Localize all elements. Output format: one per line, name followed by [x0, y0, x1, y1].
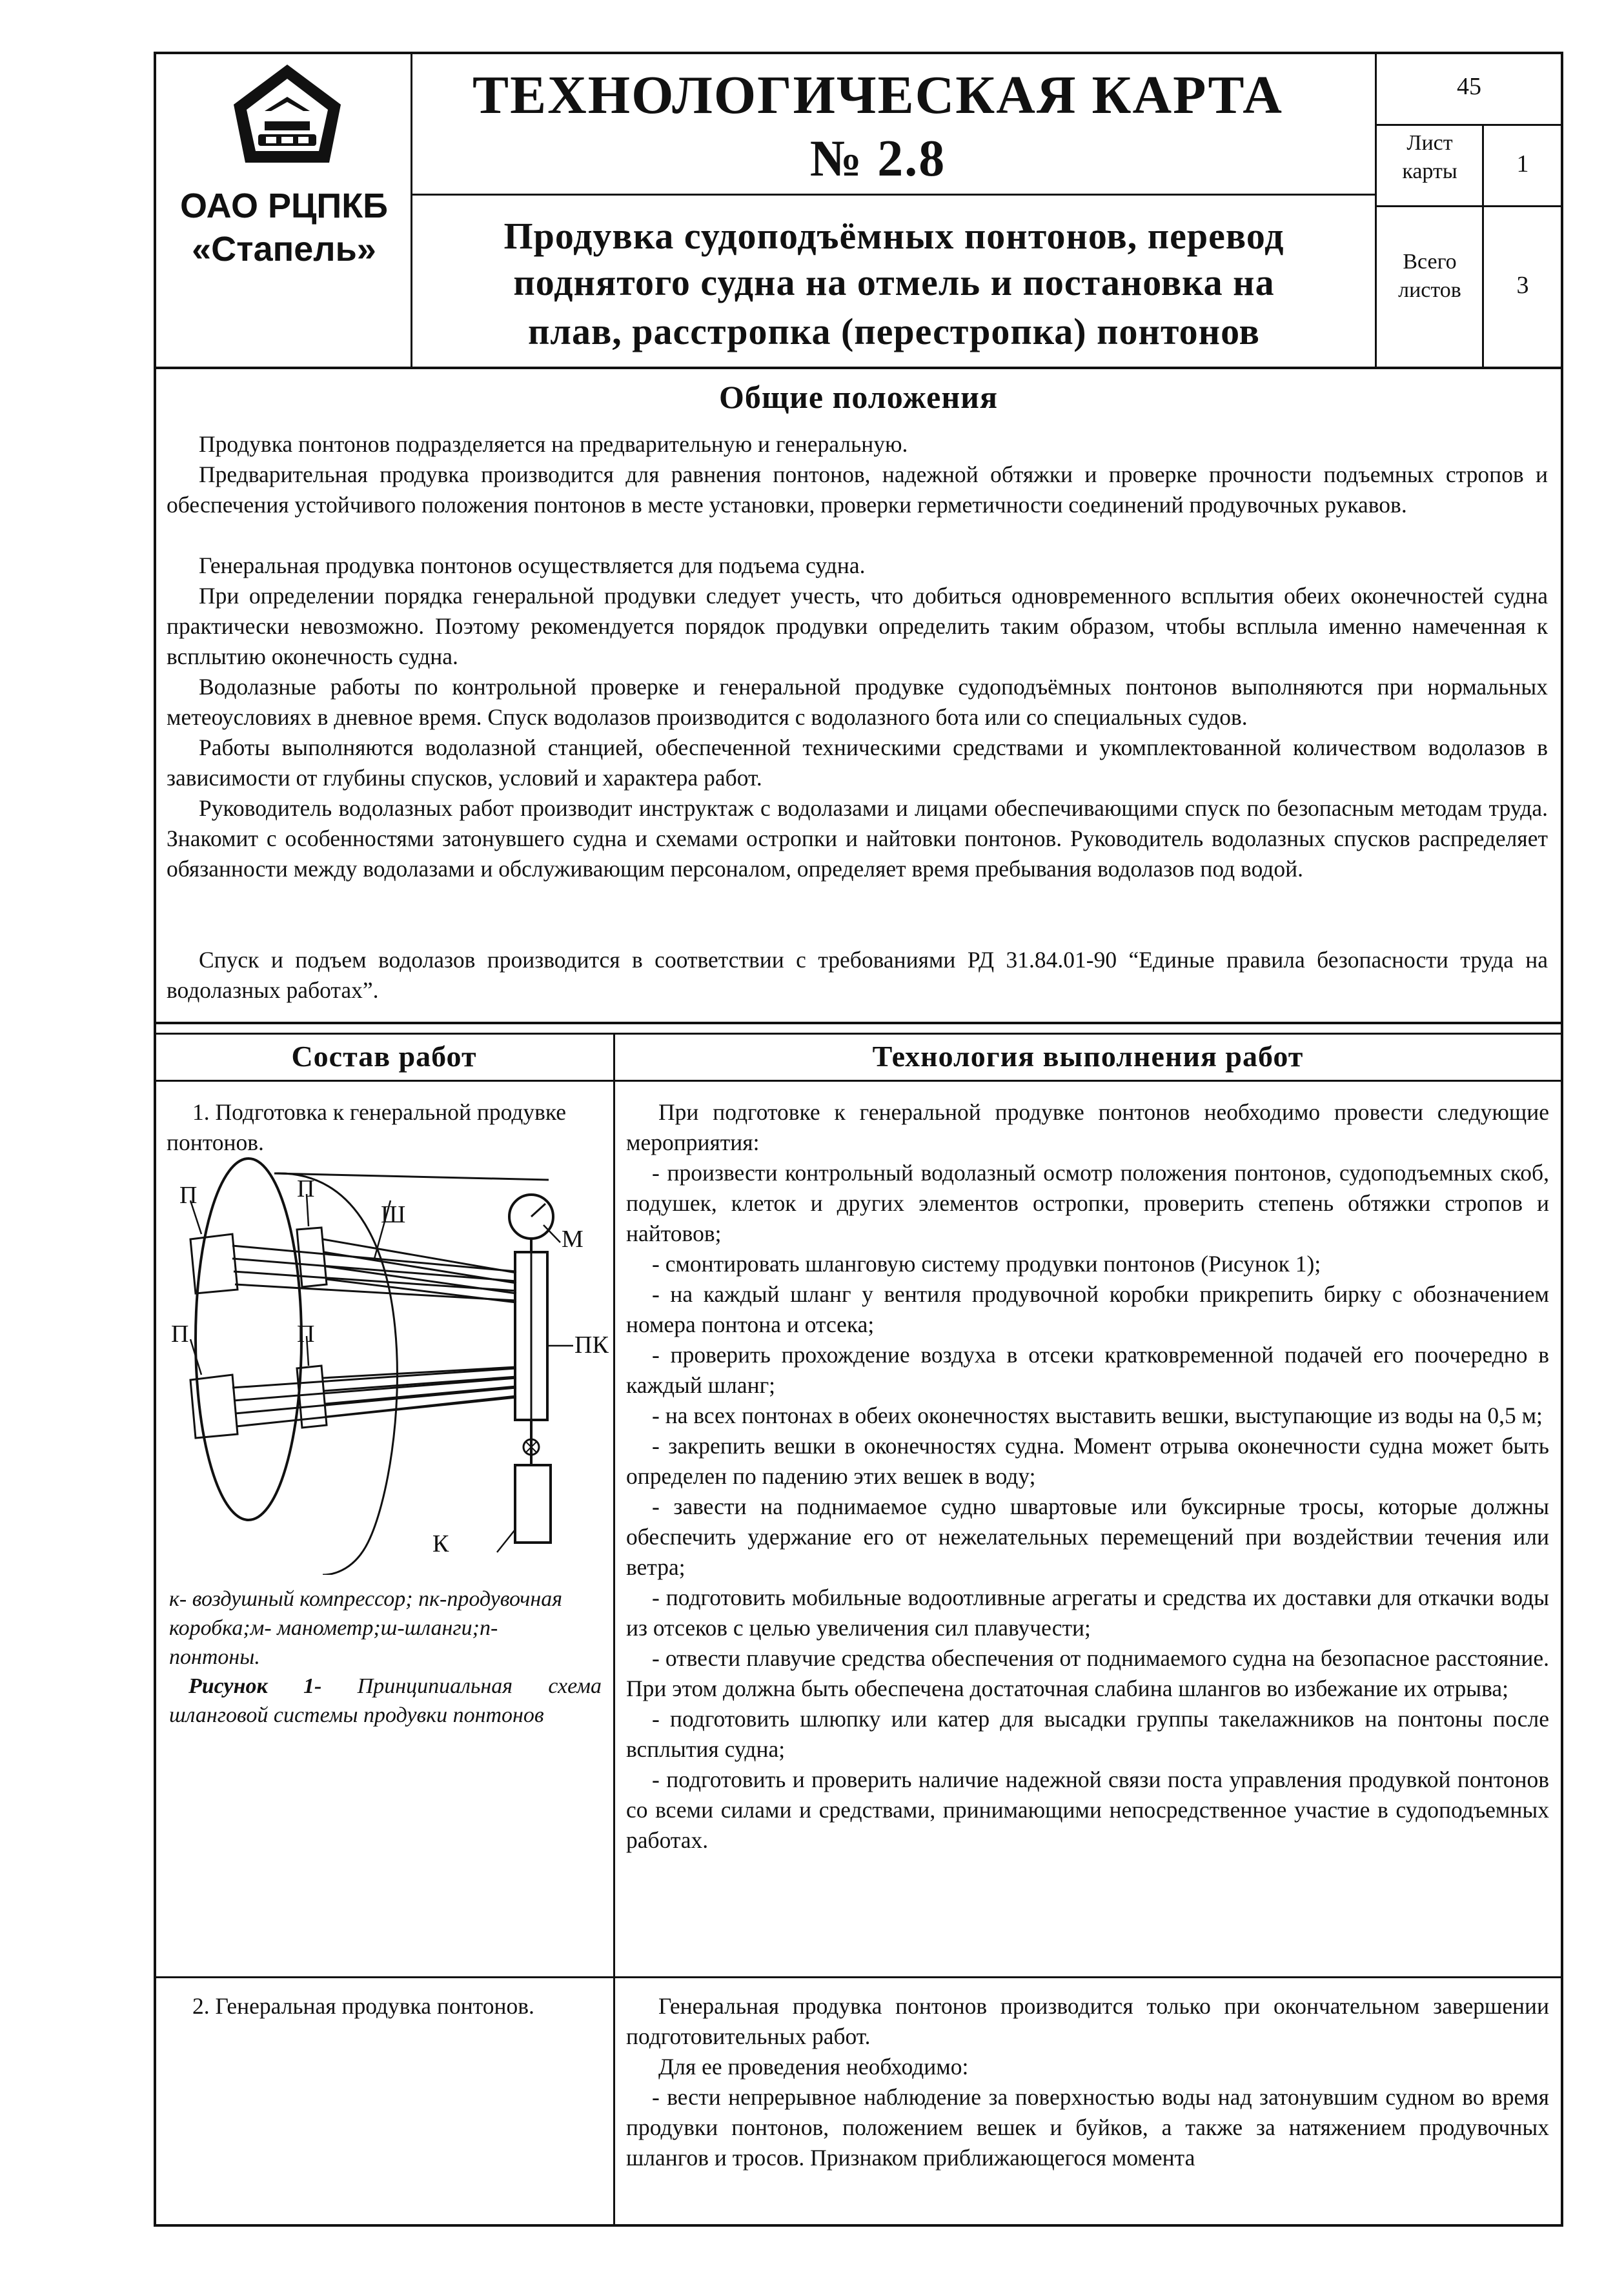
- step-1-item: - отвести плавучие средства обеспечения от поднимаемого судна на безопасное расстояние. При этом должна быть обеспечена достаточная слабина шлангов во избежание их отрыва;: [626, 1645, 1549, 1701]
- org-name: ОАО РЦПКБ: [180, 187, 388, 225]
- general-para-5: Водолазные работы по контрольной проверке и генеральной продувке судоподъёмных понтонов выполняются при нормальных метеоусловиях в дневное время. Спуск водолазов производится с водолазного бота или со специальных судов.: [167, 674, 1548, 730]
- step-2-para-1: Генеральная продувка понтонов производится только при окончательном завершении подготовительных работ.: [626, 1993, 1549, 2049]
- frame-top: [154, 52, 1563, 54]
- diagram-label-p2: П: [297, 1175, 315, 1202]
- figure-caption: [169, 1672, 602, 1730]
- figure-caption-text: Принципиальная схема шланговой системы продувки понтонов: [169, 1674, 602, 1727]
- step-1-item: - подготовить и проверить наличие надежной связи поста управления продувкой понтонов со всеми силами и средствами, принимающими непосредственное участие в судоподъемных работах.: [626, 1767, 1549, 1853]
- sheet-label-line-1: Лист: [1406, 131, 1453, 155]
- diagram-label-sh: Ш: [381, 1201, 406, 1228]
- table-top-rule: [154, 1033, 1563, 1035]
- subtitle-line-1: Продувка судоподъёмных понтонов, перевод: [503, 215, 1284, 257]
- col-header-works: Состав работ: [291, 1040, 477, 1073]
- org-brand: «Стапель»: [192, 230, 376, 268]
- diagram-label-pk: ПК: [574, 1332, 609, 1359]
- general-para-4: При определении порядка генеральной продувки следует учесть, что добиться одновременного всплытия обеих оконечностей судна практически невозможно. Поэтому рекомендуется порядок продувки определить таким образом, чтобы всплыла именно намеченная к всплытию оконечность судна.: [167, 583, 1548, 669]
- table-row-rule: [154, 1976, 1563, 1978]
- step-1-item: - подготовить мобильные водоотливные агрегаты и средства их доставки для откачки воды из отсеков с целью увеличения сил плавучести;: [626, 1585, 1549, 1641]
- diagram-legend: к- воздушный компрессор; пк-продувочная коробка;м- манометр;ш-шланги;п- понтоны.: [169, 1587, 563, 1669]
- sheet-label-line-2: карты: [1402, 159, 1457, 183]
- diagram-label-k: К: [432, 1530, 449, 1557]
- total-label: [1376, 248, 1483, 305]
- total-value: 3: [1516, 272, 1529, 299]
- step-2-technology: [626, 1991, 1549, 2173]
- header-rule-bottom: [154, 367, 1563, 369]
- general-para-6: Работы выполняются водолазной станцией, обеспеченной техническими средствами и укомплектованной количеством водолазов в зависимости от глубины спусков, условий и характера работ.: [167, 734, 1548, 791]
- general-para-8: Спуск и подъем водолазов производится в соответствии с требованиями РД 31.84.01-90 “Единые правила безопасности труда на водолазных работах”.: [167, 947, 1548, 1003]
- general-para-1: Продувка понтонов подразделяется на предварительную и генеральную.: [199, 431, 908, 457]
- step-1-item: - смонтировать шланговую систему продувки понтонов (Рисунок 1);: [652, 1251, 1321, 1277]
- total-label-line-1: Всего: [1403, 250, 1457, 274]
- step-1-item: - проверить прохождение воздуха в отсеки кратковременной подачей его поочередно в каждый шланг;: [626, 1342, 1549, 1398]
- table-col-divider: [613, 1033, 615, 2225]
- sheet-label: [1376, 129, 1483, 186]
- step-1-item: - произвести контрольный водолазный осмотр положения понтонов, судоподъемных скоб, подушек, клеток и других элементов остропки, проверить степень обтяжки стропов и найтовов;: [626, 1160, 1549, 1246]
- diagram-label-m: М: [562, 1226, 584, 1253]
- frame-bottom: [154, 2224, 1563, 2227]
- diagram-label-p3: П: [171, 1321, 189, 1348]
- page-number: 45: [1457, 73, 1481, 100]
- header-rule-page: [1375, 124, 1562, 126]
- general-rule-bottom: [154, 1022, 1563, 1024]
- shield-logo-icon: [226, 59, 349, 182]
- step-2-para-2: Для ее проведения необходимо:: [658, 2054, 969, 2080]
- card-number: № 2.8: [809, 130, 946, 187]
- step-1-item: - закрепить вешки в оконечностях судна. Момент отрыва оконечности судна может быть определен по падению этих вешек в воду;: [626, 1433, 1549, 1489]
- table-header-rule: [154, 1080, 1563, 1082]
- subtitle-line-3: плав, расстропка (перестропка) понтонов: [528, 310, 1260, 352]
- header-rule-title: [411, 194, 1376, 196]
- step-2-label: 2. Генеральная продувка понтонов.: [192, 1993, 534, 2019]
- header-rule-sheet: [1375, 205, 1562, 207]
- col-header-technology: Технология выполнения работ: [872, 1040, 1304, 1073]
- general-para-7: Руководитель водолазных работ производит инструктаж с водолазами и лицами обеспечивающими спуск по безопасным методам труда. Знакомит с особенностями затонувшего судна и схемами остропки и найтовки понтонов. Руководитель водолазных спусков распределяет обязанности между водолазами и обслуживающим персоналом, определяет время пребывания водолазов под водой.: [167, 795, 1548, 882]
- step-1-label: 1. Подготовка к генеральной продувке понтонов.: [167, 1099, 567, 1155]
- step-1-technology: [626, 1097, 1549, 1856]
- step-1-intro: При подготовке к генеральной продувке понтонов необходимо провести следующие мероприятия:: [626, 1099, 1549, 1155]
- diagram-label-p1: П: [179, 1182, 198, 1209]
- step-1-item: - на всех понтонах в обеих оконечностях выставить вешки, выступающие из воды на 0,5 м;: [652, 1403, 1543, 1428]
- sheet-value: 1: [1516, 150, 1529, 177]
- total-label-line-2: листов: [1398, 278, 1461, 302]
- general-para-3: Генеральная продувка понтонов осуществляется для подъема судна.: [199, 552, 866, 578]
- step-1-item: - на каждый шланг у вентиля продувочной коробки прикрепить бирку с обозначением номера понтона и отсека;: [626, 1281, 1549, 1337]
- step-1-item: - подготовить шлюпку или катер для высадки группы такелажников на понтоны после всплытия судна;: [626, 1706, 1549, 1762]
- step-1-item: - завести на поднимаемое судно швартовые или буксирные тросы, которые должны обеспечить удержание его от нежелательных перемещений при воздействии течения или ветра;: [626, 1494, 1549, 1580]
- general-title: Общие положения: [718, 379, 999, 415]
- general-para-2: Предварительная продувка производится для равнения понтонов, надежной обтяжки и проверке прочности подъемных стропов и обеспечения устойчивого положения понтонов в месте установки, проверки герметичности соединений продувочных рукавов.: [167, 461, 1548, 518]
- subtitle-line-2: поднятого судна на отмель и постановка на: [513, 261, 1275, 303]
- page-title: ТЕХНОЛОГИЧЕСКАЯ КАРТА: [472, 65, 1283, 125]
- diagram-label-p4: П: [297, 1321, 315, 1348]
- step-2-para-3: - вести непрерывное наблюдение за поверхностью воды над затонувшим судном во время продувки понтонов, положением вешек и буйков, а также за натяжением продувочных шлангов и тросов. Признаком приближающегося момента: [626, 2084, 1549, 2171]
- figure-caption-number: Рисунок 1-: [188, 1674, 322, 1698]
